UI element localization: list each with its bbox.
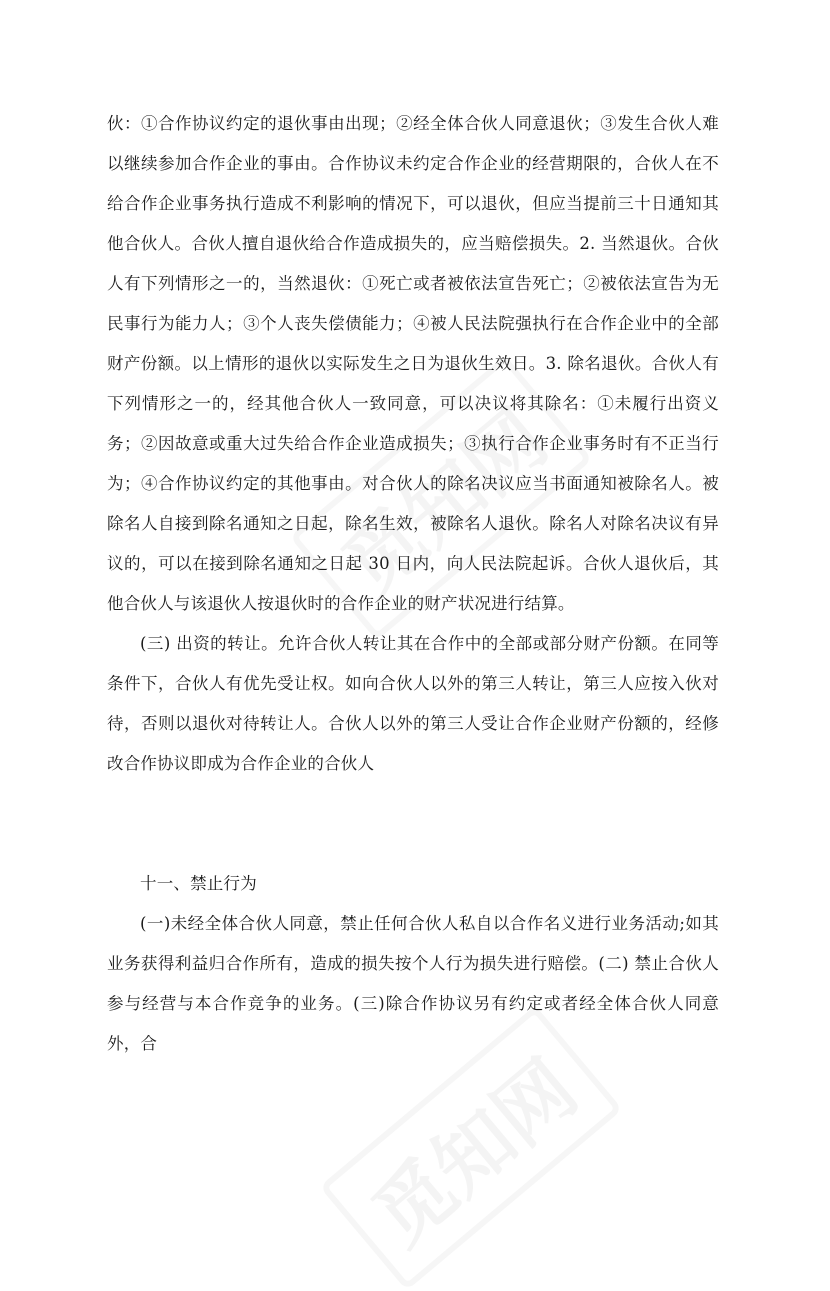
section-spacer [107,784,719,864]
paragraph-capital-transfer: (三) 出资的转让。允许合伙人转让其在合作中的全部或部分财产份额。在同等条件下，合伙人有优先受让权。如向合伙人以外的第三人转让，第三人应按入伙对待，否则以退伙对待转让人。合伙人以外的第三人受让合作企业财产份额的，经修改合作协议即成为合作企业的合伙人 [107,634,719,773]
paragraph-withdrawal: 伙：①合作协议约定的退伙事由出现；②经全体合伙人同意退伙；③发生合伙人难以继续参加合作企业的事由。合作协议未约定合作企业的经营期限的，合伙人在不给合作企业事务执行造成不利影响的情况下，可以退伙，但应当提前三十日通知其他合伙人。合伙人擅自退伙给合作造成损失的，应当赔偿损失。2. 当然退伙。合伙人有下列情形之一的，当然退伙：①死亡或者被依法宣告死亡；②被依法宣告为无民事行为能力人；③个人丧失偿债能力；④被人民法院强执行在合作企业中的全部财产份额。以上情形的退伙以实际发生之日为退伙生效日。3. 除名退伙。合伙人有下列情形之一的，经其他合伙人一致同意，可以决议将其除名：①未履行出资义务；②因故意或重大过失给合作企业造成损失；③执行合作企业事务时有不正当行为；④合作协议约定的其他事由。对合伙人的除名决议应当书面通知被除名人。被除名人自接到除名通知之日起，除名生效，被除名人退伙。除名人对除名决议有异议的，可以在接到除名通知之日起 30 日内，向人民法院起诉。合伙人退伙后，其他合伙人与该退伙人按退伙时的合作企业的财产状况进行结算。 [107,114,719,613]
section-heading: 十一、禁止行为 [140,874,257,893]
paragraph-prohibited-acts: (一)未经全体合伙人同意，禁止任何合伙人私自以合作名义进行业务活动;如其业务获得利益归合作所有，造成的损失按个人行为损失进行赔偿。(二) 禁止合伙人参与经营与本合作竞争的业务。(三)除合作协议另有约定或者经全体合伙人同意外，合 [107,914,719,1053]
document-body [107,104,719,1064]
